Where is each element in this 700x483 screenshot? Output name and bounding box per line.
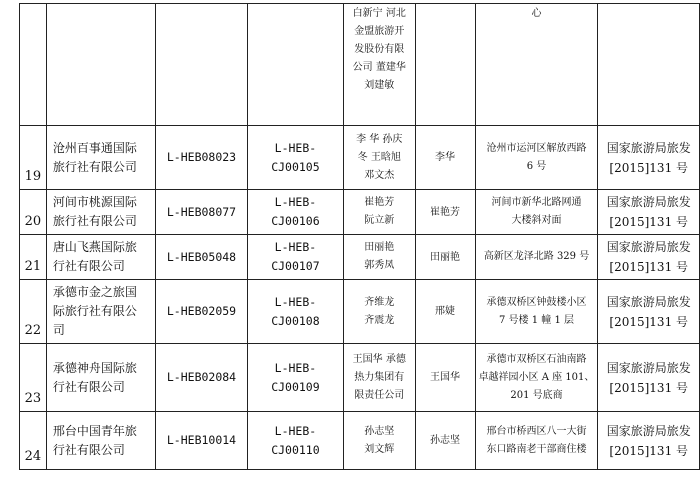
address-line: 沧州市运河区解放西路 xyxy=(486,142,587,154)
cell-person xyxy=(344,344,415,412)
person-line: 热力集团有 xyxy=(354,371,405,383)
name-line: 行社有限公司 xyxy=(52,379,125,394)
cell-index: 19 xyxy=(20,126,47,190)
doc-line: 国家旅游局旅发 xyxy=(606,140,691,155)
name-line: 承德神舟国际旅 xyxy=(52,360,137,375)
name-line: 行社有限公司 xyxy=(52,442,125,457)
cell-legal: 孙志坚 xyxy=(415,412,475,470)
table-row-continued xyxy=(20,4,700,126)
cell-cert: L-HEB-CJ00106 xyxy=(247,190,343,235)
cell-address xyxy=(475,126,598,190)
doc-line: 国家旅游局旅发 xyxy=(606,360,691,375)
name-line: 行社有限公司 xyxy=(52,259,125,273)
name-line: 唐山飞燕国际旅 xyxy=(52,240,137,254)
cell-name xyxy=(46,412,155,470)
person-line: 郭秀凤 xyxy=(364,260,395,271)
cell-index: 22 xyxy=(20,280,47,344)
cell-doc xyxy=(598,126,700,190)
doc-line: [2015]131 号 xyxy=(609,215,689,229)
person-line: 冬 王晗旭 xyxy=(357,151,401,163)
table-row xyxy=(20,280,700,344)
person-line: 田丽艳 xyxy=(364,242,395,253)
doc-line: 国家旅游局旅发 xyxy=(606,240,691,254)
cell-name xyxy=(46,280,155,344)
name-line: 河间市桃源国际 xyxy=(52,195,137,209)
agency-table xyxy=(19,3,700,470)
person-line: 李 华 孙庆 xyxy=(356,133,403,145)
address-line: 承德双桥区钟鼓楼小区 xyxy=(486,296,587,308)
cell-cert: L-HEB-CJ00107 xyxy=(247,235,343,280)
doc-line: 国家旅游局旅发 xyxy=(606,294,691,309)
person-line: 公司 董建华 xyxy=(352,62,406,73)
cell-legal: 王国华 xyxy=(415,344,475,412)
address-line: 7 号楼 1 幢 1 层 xyxy=(499,314,574,326)
cell-doc xyxy=(598,235,700,280)
name-line: 承德市金之旅国 xyxy=(52,285,137,299)
cell-legal: 田丽艳 xyxy=(415,235,475,280)
person-line: 限责任公司 xyxy=(354,389,405,401)
cell-person xyxy=(344,4,415,126)
cell-index: 20 xyxy=(20,190,47,235)
cell-legal: 邢婕 xyxy=(415,280,475,344)
address-line: 承德市双桥区石油南路 xyxy=(486,353,587,365)
cell-index: 24 xyxy=(20,412,47,470)
cell-doc xyxy=(598,4,700,126)
address-line: 河间市新华北路网通 xyxy=(491,197,582,208)
cell-address xyxy=(475,190,598,235)
name-line: 邢台中国青年旅 xyxy=(52,423,137,438)
cell-license: L-HEB08077 xyxy=(156,190,248,235)
cell-name xyxy=(46,126,155,190)
cell-name xyxy=(46,344,155,412)
table-row xyxy=(20,344,700,412)
table-row xyxy=(20,126,700,190)
cell-person xyxy=(344,126,415,190)
address-line: 201 号底商 xyxy=(510,389,563,401)
doc-line: 国家旅游局旅发 xyxy=(606,195,691,209)
cell-legal: 李华 xyxy=(415,126,475,190)
table-body xyxy=(20,4,700,470)
person-line: 阮立新 xyxy=(364,215,395,226)
address-line: 邢台市桥西区八一大街 xyxy=(486,425,587,437)
doc-line: [2015]131 号 xyxy=(609,314,689,329)
cell-name xyxy=(46,235,155,280)
person-line: 王国华 承德 xyxy=(352,353,406,365)
doc-line: [2015]131 号 xyxy=(609,380,689,395)
name-line: 沧州百事通国际 xyxy=(52,140,137,155)
cell-cert: L-HEB-CJ00110 xyxy=(247,412,343,470)
person-line: 齐震龙 xyxy=(364,314,395,326)
table-row xyxy=(20,190,700,235)
person-line: 白新宁 河北 xyxy=(352,8,406,19)
cell-name xyxy=(46,4,155,126)
cell-person xyxy=(344,412,415,470)
cell-license: L-HEB02059 xyxy=(156,280,248,344)
doc-line: 国家旅游局旅发 xyxy=(606,423,691,438)
cell-legal xyxy=(415,4,475,126)
cell-index xyxy=(20,4,47,126)
cell-doc xyxy=(598,190,700,235)
person-line: 齐维龙 xyxy=(364,296,395,308)
cell-address xyxy=(475,344,598,412)
person-line: 崔艳芳 xyxy=(364,197,395,208)
cell-index: 23 xyxy=(20,344,47,412)
cell-address xyxy=(475,412,598,470)
name-line: 司 xyxy=(52,323,65,337)
cell-doc xyxy=(598,344,700,412)
cell-legal: 崔艳芳 xyxy=(415,190,475,235)
cell-license: L-HEB05048 xyxy=(156,235,248,280)
person-line: 发股份有限 xyxy=(354,44,405,55)
cell-name xyxy=(46,190,155,235)
address-line: 高新区龙泽北路 329 号 xyxy=(483,251,590,262)
person-line: 刘文辉 xyxy=(364,443,395,455)
cell-license: L-HEB08023 xyxy=(156,126,248,190)
person-line: 刘建敏 xyxy=(364,80,395,91)
cell-doc xyxy=(598,412,700,470)
cell-cert xyxy=(247,4,343,126)
cell-cert: L-HEB-CJ00105 xyxy=(247,126,343,190)
address-line: 大楼斜对面 xyxy=(511,215,562,226)
person-line: 金盟旅游开 xyxy=(354,26,405,37)
doc-line: [2015]131 号 xyxy=(609,260,689,274)
cell-person xyxy=(344,235,415,280)
table-row xyxy=(20,235,700,280)
cell-address xyxy=(475,235,598,280)
cell-cert: L-HEB-CJ00108 xyxy=(247,280,343,344)
cell-address xyxy=(475,280,598,344)
doc-line: [2015]131 号 xyxy=(609,443,689,458)
doc-line: [2015]131 号 xyxy=(609,160,689,175)
cell-person xyxy=(344,190,415,235)
address-line: 东口路南老干部商住楼 xyxy=(486,443,587,455)
name-line: 旅行社有限公司 xyxy=(52,214,137,228)
cell-address xyxy=(475,4,598,126)
address-line: 卓越祥园小区 A 座 101、 xyxy=(478,371,595,383)
name-line: 际旅行社有限公 xyxy=(52,304,137,318)
cell-license: L-HEB02084 xyxy=(156,344,248,412)
cell-person xyxy=(344,280,415,344)
cell-doc xyxy=(598,280,700,344)
cell-cert: L-HEB-CJ00109 xyxy=(247,344,343,412)
table-row xyxy=(20,412,700,470)
address-line: 心 xyxy=(531,8,542,19)
person-line: 邓文杰 xyxy=(364,169,395,181)
cell-index: 21 xyxy=(20,235,47,280)
cell-license: L-HEB10014 xyxy=(156,412,248,470)
person-line: 孙志坚 xyxy=(364,425,395,437)
address-line: 6 号 xyxy=(526,160,547,172)
cell-license xyxy=(156,4,248,126)
name-line: 旅行社有限公司 xyxy=(52,159,137,174)
